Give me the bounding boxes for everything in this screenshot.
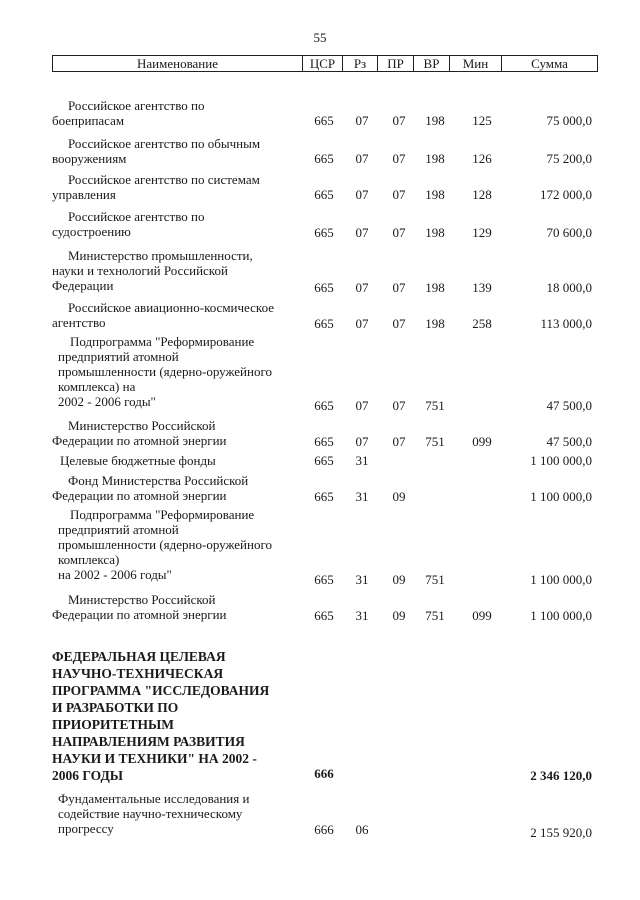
row-min: 125 [472,113,492,128]
row-rz: 06 [355,822,369,837]
row-csr: 666 [314,766,334,781]
row-name: Министерство Российской Федерации по атомной энергии [52,418,227,448]
row-csr: 665 [314,608,334,623]
row-name: Подпрограмма "Реформирование предприятий атомной промышленности (ядерно-оружейного комплекса) на 2002 - 2006 годы" [58,507,272,582]
row-pr: 09 [392,608,406,623]
row-sum: 1 100 000,0 [530,572,592,587]
row-name: Министерство Российской Федерации по атомной энергии [52,592,227,622]
row-vr: 751 [425,398,445,413]
header-vr: ВР [413,56,449,71]
row-name: Российское агентство по боеприпасам [52,98,205,128]
row-sum: 75 000,0 [546,113,592,128]
row-csr: 665 [314,453,334,468]
row-min: 139 [472,280,492,295]
row-csr: 665 [314,316,334,331]
row-rz: 07 [355,434,369,449]
row-rz: 07 [355,398,369,413]
row-sum: 1 100 000,0 [530,608,592,623]
row-sum: 1 100 000,0 [530,489,592,504]
row-min: 099 [472,608,492,623]
row-pr: 07 [392,187,406,202]
row-rz: 31 [355,453,369,468]
row-csr: 665 [314,151,334,166]
row-name: Фонд Министерства Российской Федерации по атомной энергии [52,473,249,503]
row-pr: 07 [392,113,406,128]
row-min: 128 [472,187,492,202]
row-pr: 09 [392,489,406,504]
header-csr: ЦСР [302,56,342,71]
page-number: 55 [313,30,327,45]
header-min: Мин [449,56,501,71]
row-csr: 665 [314,434,334,449]
row-pr: 07 [392,225,406,240]
row-name: Подпрограмма "Реформирование предприятий атомной промышленности (ядерно-оружейного комплекса) на 2002 - 2006 годы" [58,334,272,409]
row-csr: 665 [314,187,334,202]
row-csr: 666 [314,822,334,837]
row-sum: 70 600,0 [546,225,592,240]
row-csr: 665 [314,489,334,504]
row-sum: 2 155 920,0 [530,825,592,840]
row-name: ФЕДЕРАЛЬНАЯ ЦЕЛЕВАЯ НАУЧНО-ТЕХНИЧЕСКАЯ ПРОГРАММА "ИССЛЕДОВАНИЯ И РАЗРАБОТКИ ПО ПРИОРИТЕТНЫМ НАПРАВЛЕНИЯМ РАЗВИТИЯ НАУКИ И ТЕХНИКИ" НА 2002 - 2006 ГОДЫ [52,649,270,783]
row-vr: 198 [425,151,445,166]
row-sum: 47 500,0 [546,434,592,449]
row-name: Целевые бюджетные фонды [60,453,216,468]
row-rz: 31 [355,572,369,587]
row-vr: 198 [425,187,445,202]
row-name: Российское агентство по обычным вооружениям [52,136,261,166]
table-header [52,55,598,72]
row-name: Российское агентство по судостроению [52,209,205,239]
row-sum: 113 000,0 [540,316,592,331]
header-sum: Сумма [501,56,597,71]
row-csr: 665 [314,398,334,413]
row-name: Министерство промышленности, науки и технологий Российской Федерации [52,248,253,293]
row-vr: 198 [425,113,445,128]
row-csr: 665 [314,225,334,240]
row-pr: 07 [392,280,406,295]
header-rz: Рз [342,56,377,71]
row-min: 099 [472,434,492,449]
row-rz: 31 [355,608,369,623]
row-pr: 09 [392,572,406,587]
row-sum: 75 200,0 [546,151,592,166]
row-vr: 751 [425,572,445,587]
row-csr: 665 [314,572,334,587]
row-rz: 07 [355,151,369,166]
row-vr: 198 [425,316,445,331]
row-rz: 07 [355,187,369,202]
row-min: 126 [472,151,492,166]
row-csr: 665 [314,113,334,128]
row-pr: 07 [392,434,406,449]
row-vr: 751 [425,434,445,449]
header-name: Наименование [137,56,218,71]
header-pr: ПР [377,56,413,71]
row-pr: 07 [392,398,406,413]
row-pr: 07 [392,316,406,331]
row-rz: 07 [355,316,369,331]
row-vr: 198 [425,225,445,240]
row-rz: 07 [355,225,369,240]
row-rz: 07 [355,113,369,128]
row-sum: 2 346 120,0 [530,768,592,783]
row-sum: 18 000,0 [546,280,592,295]
row-min: 129 [472,225,492,240]
row-name: Российское авиационно-космическое агентство [52,300,275,330]
row-sum: 47 500,0 [546,398,592,413]
row-vr: 751 [425,608,445,623]
row-name: Фундаментальные исследования и содействие научно-техническому прогрессу [58,791,250,836]
row-sum: 172 000,0 [540,187,592,202]
row-rz: 07 [355,280,369,295]
row-vr: 198 [425,280,445,295]
row-sum: 1 100 000,0 [530,453,592,468]
row-min: 258 [472,316,492,331]
row-csr: 665 [314,280,334,295]
row-pr: 07 [392,151,406,166]
row-name: Российское агентство по системам управления [52,172,260,202]
row-rz: 31 [355,489,369,504]
